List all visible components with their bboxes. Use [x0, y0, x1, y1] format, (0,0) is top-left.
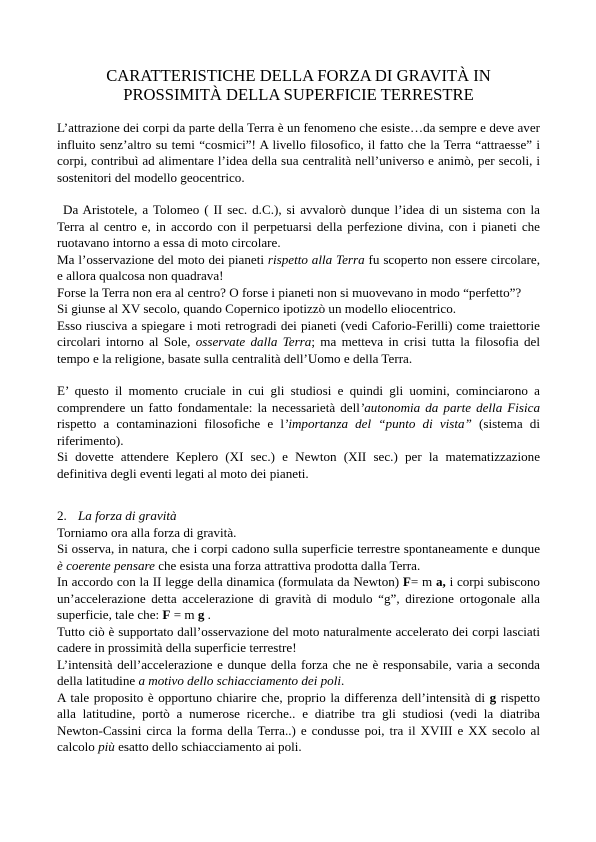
title-line-2: PROSSIMITÀ DELLA SUPERFICIE TERRESTRE: [123, 85, 474, 104]
diatribe-paragraph: A tale proposito è opportuno chiarire che, proprio la differenza dell’intensità di g rispetto alla latitudine, portò a numerose ricerche.. e diatribe tra gli studiosi (vedi la diatriba Newton-Cassini circa la forma della Terra..) e condusse poi, tra il XVIII e XX secolo al calcolo più esatto dello schiacciamento ai poli.: [57, 689, 540, 754]
force-symbol: F: [402, 574, 411, 589]
title-line-1: CARATTERISTICHE DELLA FORZA DI GRAVITÀ IN: [106, 66, 491, 85]
section-heading: [57, 508, 540, 525]
emphasis-text: più: [98, 739, 115, 754]
copernicus-paragraph: Si giunse al XV secolo, quando Copernico ipotizzò un modello eliocentrico.: [57, 301, 457, 316]
emphasis-text: a motivo dello schiacciamento dei poli: [138, 673, 341, 688]
document-page: [57, 66, 540, 756]
emphasis-text: ’autonomia da parte della Fisica: [359, 399, 541, 415]
document-title: [57, 66, 540, 104]
gravity-intro-paragraph: Torniamo ora alla forza di gravità.: [57, 524, 237, 540]
emphasis-text: rispetto alla Terra: [267, 251, 365, 267]
emphasis-text: osservate dalla Terra: [195, 334, 312, 349]
retrograde-paragraph: Esso riusciva a spiegare i moti retrogradi dei pianeti (vedi Caforio-Ferilli) come traiettorie circolari intorno al Sole, osservate dalla Terra; ma metteva in crisi tutta la filosofia del tempo e la religione, basate sulla centralità dell’Uomo e della Terra.: [57, 317, 540, 366]
emphasis-text: è coerente pensare: [57, 557, 155, 573]
crucial-moment-paragraph: E’ questo il momento cruciale in cui gli studiosi e quindi gli uomini, cominciarono a comprendere un fatto fondamentale: la necessarietà dell’autonomia da parte della Fisica rispetto a contaminazioni filosofiche e l’importanza del “punto di vista” (sistema di riferimento).: [57, 383, 541, 448]
falling-bodies-paragraph: Si osserva, in natura, che i corpi cadono sulla superficie terrestre spontaneamente e dunque è coerente pensare che esista una forza attrattiva prodotta dalla Terra.: [57, 541, 540, 573]
section-number: 2.: [57, 508, 67, 523]
latitude-paragraph: L’intensità dell’accelerazione e dunque della forza che ne è responsabile, varia a seconda della latitudine a motivo dello schiacciamento dei poli.: [57, 656, 540, 688]
gravity-symbol: g: [197, 607, 205, 622]
gravity-symbol: g: [489, 689, 497, 705]
aristotle-paragraph: Da Aristotele, a Tolomeo ( II sec. d.C.), si avvalorò dunque l’idea di un sistema con la Terra al centro e, in accordo con il perpetuarsi della perfezione divina, con i pianeti che ruotavano intorno a essa di moto circolare.: [57, 202, 540, 250]
kepler-newton-paragraph: Si dovette attendere Keplero (XI sec.) e Newton (XII sec.) per la matematizzazione definitiva degli eventi legati al moto dei pianeti.: [57, 449, 540, 481]
acceleration-symbol: a,: [435, 574, 446, 589]
observation-paragraph: Ma l’osservazione del moto dei pianeti rispetto alla Terra fu scoperto non essere circolare, e allora qualcosa non quadrava!: [57, 251, 540, 283]
section-heading-text: La forza di gravità: [78, 508, 177, 523]
emphasis-text: ’importanza del “punto di vista”: [283, 416, 472, 431]
intro-paragraph: L’attrazione dei corpi da parte della Terra è un fenomeno che esiste…da sempre e deve aver influito senz’altro su temi “cosmici”! A livello filosofico, il fatto che la Terra “attraesse” i corpi, contribuì ad alimentare l’idea della sua centralità nell’universo e animò, per secoli, i sostenitori del modello geocentrico.: [57, 120, 540, 185]
question-paragraph: Forse la Terra non era al centro? O forse i pianeti non si muovevano in modo “perfetto”?: [57, 284, 522, 300]
observation-support-paragraph: Tutto ciò è supportato dall’osservazione del moto naturalmente accelerato dei corpi lasciati cadere in prossimità della superficie terrestre!: [57, 623, 540, 655]
force-symbol: F: [162, 607, 171, 622]
newton-law-paragraph: In accordo con la II legge della dinamica (formulata da Newton) F= m a, i corpi subiscono un’accelerazione detta accelerazione di gravità di modulo “g”, direzione ortogonale alla superficie, tale che: F = m g .: [57, 574, 540, 622]
